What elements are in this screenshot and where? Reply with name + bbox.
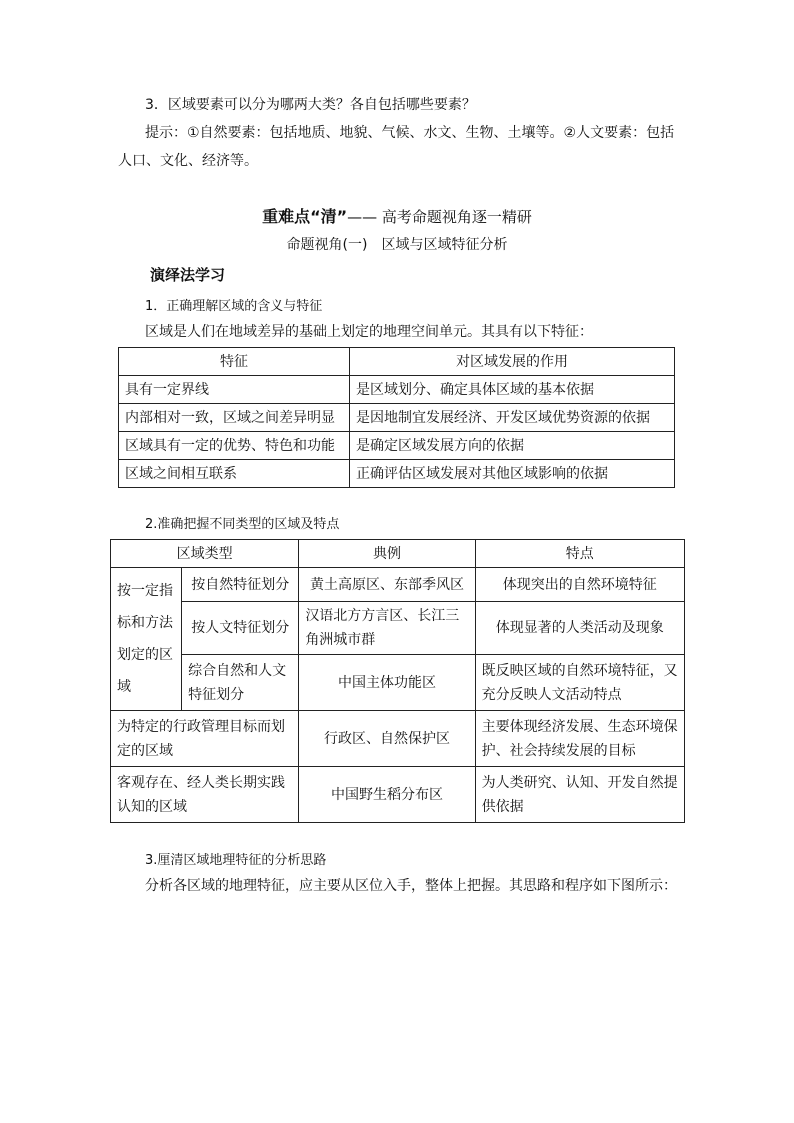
table-row bbox=[119, 460, 675, 488]
section-title-bold: 重难点“清” bbox=[262, 207, 348, 226]
table-cell: 按人文特征划分 bbox=[182, 602, 299, 655]
table-cell: 区域之间相互联系 bbox=[119, 460, 350, 488]
region-features-table bbox=[118, 347, 675, 488]
table-row bbox=[111, 767, 685, 823]
part2-heading: 2.准确把握不同类型的区域及特点 bbox=[145, 517, 340, 532]
table-cell: 综合自然和人文特征划分 bbox=[182, 655, 299, 711]
table-cell: 为特定的行政管理目标而划定的区域 bbox=[111, 711, 299, 767]
table-header-cell: 特征 bbox=[119, 348, 350, 376]
section-title bbox=[0, 204, 794, 227]
method-heading: 演绎法学习 bbox=[150, 266, 226, 284]
question-text: 3．区域要素可以分为哪两大类？各自包括哪些要素？ bbox=[145, 97, 476, 113]
table-header-cell: 区域类型 bbox=[111, 540, 299, 568]
table-cell: 体现突出的自然环境特征 bbox=[475, 568, 684, 602]
table-row bbox=[111, 655, 685, 711]
table-row bbox=[119, 376, 675, 404]
table-cell: 行政区、自然保护区 bbox=[299, 711, 475, 767]
table-cell: 是确定区域发展方向的依据 bbox=[349, 432, 674, 460]
table-header-cell: 对区域发展的作用 bbox=[349, 348, 674, 376]
table-cell: 中国主体功能区 bbox=[299, 655, 475, 711]
table-row bbox=[111, 602, 685, 655]
part1-heading: 1．正确理解区域的含义与特征 bbox=[145, 299, 323, 314]
table-cell: 客观存在、经人类长期实践认知的区域 bbox=[111, 767, 299, 823]
table-header-row bbox=[119, 348, 675, 376]
table-cell: 黄土高原区、东部季风区 bbox=[299, 568, 475, 602]
table-cell: 正确评估区域发展对其他区域影响的依据 bbox=[349, 460, 674, 488]
table-cell: 中国野生稻分布区 bbox=[299, 767, 475, 823]
table-cell: 具有一定界线 bbox=[119, 376, 350, 404]
table-row bbox=[119, 404, 675, 432]
table-cell: 既反映区域的自然环境特征，又充分反映人文活动特点 bbox=[475, 655, 684, 711]
table-cell: 是因地制宜发展经济、开发区域优势资源的依据 bbox=[349, 404, 674, 432]
table-cell: 为人类研究、认知、开发自然提供依据 bbox=[475, 767, 684, 823]
table-row bbox=[119, 432, 675, 460]
table-cell: 是区域划分、确定具体区域的基本依据 bbox=[349, 376, 674, 404]
part3-heading: 3.厘清区域地理特征的分析思路 bbox=[145, 853, 327, 868]
hint-line-1: 提示：①自然要素：包括地质、地貌、气候、水文、生物、土壤等。②人文要素：包括 bbox=[145, 125, 675, 141]
table-header-row bbox=[111, 540, 685, 568]
table-row bbox=[111, 568, 685, 602]
part3-intro: 分析各区域的地理特征，应主要从区位入手，整体上把握。其思路和程序如下图所示： bbox=[145, 878, 677, 894]
part1-intro: 区域是人们在地域差异的基础上划定的地理空间单元。其具有以下特征： bbox=[145, 324, 593, 340]
table-cell: 内部相对一致，区域之间差异明显 bbox=[119, 404, 350, 432]
table-header-cell: 特点 bbox=[475, 540, 684, 568]
table-cell: 汉语北方方言区、长江三角洲城市群 bbox=[299, 602, 475, 655]
region-types-table bbox=[110, 539, 685, 823]
table-header-cell: 典例 bbox=[299, 540, 475, 568]
table-row bbox=[111, 711, 685, 767]
section-subtitle: 命题视角(一) 区域与区域特征分析 bbox=[286, 237, 508, 253]
hint-line-2: 人口、文化、经济等。 bbox=[118, 153, 258, 169]
table-cell: 主要体现经济发展、生态环境保护、社会持续发展的目标 bbox=[475, 711, 684, 767]
table-cell: 按自然特征划分 bbox=[182, 568, 299, 602]
table-group-cell: 按一定指标和方法划定的区域 bbox=[111, 568, 182, 711]
section-title-rest: —— 高考命题视角逐一精研 bbox=[347, 208, 532, 226]
table-cell: 区域具有一定的优势、特色和功能 bbox=[119, 432, 350, 460]
table-cell: 体现显著的人类活动及现象 bbox=[475, 602, 684, 655]
